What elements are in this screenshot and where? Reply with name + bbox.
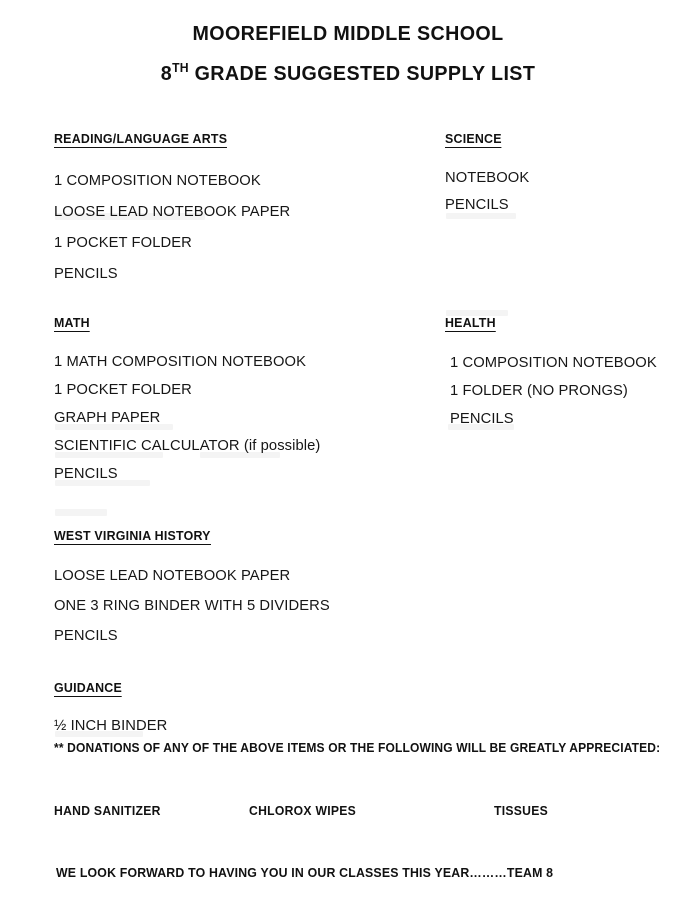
supply-item: 1 COMPOSITION NOTEBOOK bbox=[450, 354, 657, 371]
section-reading-language-arts bbox=[54, 130, 434, 289]
supply-item: 1 POCKET FOLDER bbox=[54, 381, 192, 398]
section-science bbox=[445, 130, 690, 218]
scan-artifact bbox=[55, 509, 107, 516]
supply-item: 1 POCKET FOLDER bbox=[54, 234, 192, 251]
supply-item: ONE 3 RING BINDER WITH 5 DIVIDERS bbox=[54, 597, 330, 614]
grade-number: 8 bbox=[160, 62, 173, 85]
supply-item-list bbox=[54, 165, 434, 289]
section-heading: WEST VIRGINIA HISTORY bbox=[54, 528, 211, 543]
section-heading: SCIENCE bbox=[445, 131, 502, 146]
supply-list-heading-text: GRADE SUGGESTED SUPPLY LIST bbox=[188, 62, 536, 85]
donation-items-row bbox=[54, 803, 654, 823]
donations-note: ** DONATIONS OF ANY OF THE ABOVE ITEMS OR THE FOLLOWING WILL BE GREATLY APPRECIATED: bbox=[54, 741, 661, 755]
donation-item: HAND SANITIZER bbox=[54, 803, 161, 818]
supply-item: PENCILS bbox=[54, 627, 118, 644]
section-health bbox=[445, 314, 690, 433]
section-heading: MATH bbox=[54, 315, 90, 330]
supply-item: PENCILS bbox=[450, 410, 514, 427]
supply-item: 1 FOLDER (NO PRONGS) bbox=[450, 382, 628, 399]
supply-item: 1 COMPOSITION NOTEBOOK bbox=[54, 172, 261, 189]
supply-item: PENCILS bbox=[445, 196, 509, 213]
supply-item: NOTEBOOK bbox=[445, 169, 530, 186]
donation-item: TISSUES bbox=[494, 803, 549, 818]
section-heading: READING/LANGUAGE ARTS bbox=[54, 131, 228, 146]
closing-message: WE LOOK FORWARD TO HAVING YOU IN OUR CLASSES THIS YEAR………TEAM 8 bbox=[56, 865, 554, 880]
section-math bbox=[54, 314, 434, 488]
supply-item: SCIENTIFIC CALCULATOR (if possible) bbox=[54, 437, 321, 454]
supply-item: PENCILS bbox=[54, 265, 118, 282]
school-name-heading: MOOREFIELD MIDDLE SCHOOL bbox=[192, 22, 504, 45]
document-title-block bbox=[0, 22, 696, 86]
section-west-virginia-history bbox=[54, 527, 434, 651]
supply-item: LOOSE LEAD NOTEBOOK PAPER bbox=[54, 203, 291, 220]
supply-item-list bbox=[445, 164, 690, 218]
supply-item: 1 MATH COMPOSITION NOTEBOOK bbox=[54, 353, 307, 370]
supply-item: GRAPH PAPER bbox=[54, 409, 161, 426]
supply-list-heading bbox=[14, 62, 682, 86]
donation-item: CHLOROX WIPES bbox=[249, 803, 357, 818]
supply-item: PENCILS bbox=[54, 465, 118, 482]
section-guidance bbox=[54, 679, 434, 740]
supply-item-list bbox=[445, 349, 690, 433]
grade-ordinal-suffix: TH bbox=[172, 60, 189, 76]
section-heading: HEALTH bbox=[445, 315, 496, 330]
supply-item-list bbox=[54, 348, 434, 488]
supply-item: LOOSE LEAD NOTEBOOK PAPER bbox=[54, 567, 291, 584]
section-heading: GUIDANCE bbox=[54, 680, 123, 695]
supply-item-list bbox=[54, 712, 434, 740]
supply-item-list bbox=[54, 561, 434, 651]
supply-item: ½ INCH BINDER bbox=[54, 717, 168, 734]
